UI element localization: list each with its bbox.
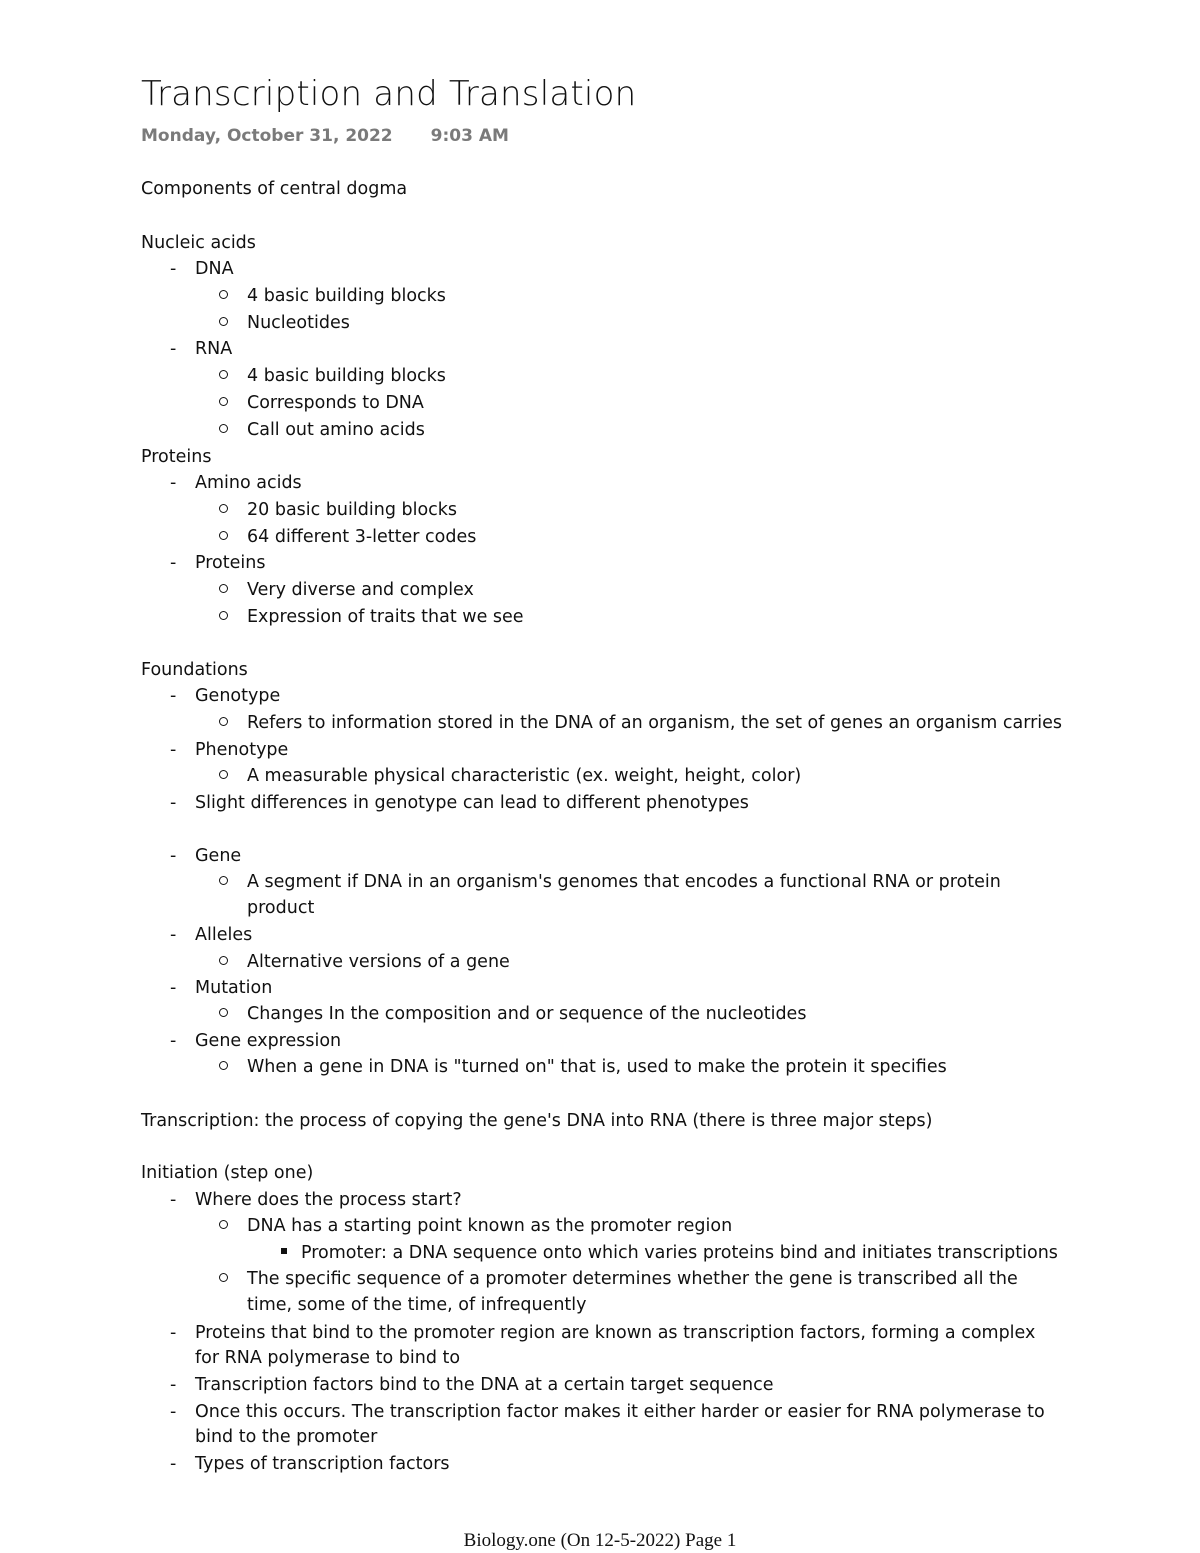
circle-bullet-icon [219, 871, 247, 893]
note-text: Nucleic acids [141, 233, 256, 253]
note-text: Transcription factors bind to the DNA at a certain target sequence [195, 1375, 774, 1395]
dash-bullet-icon: - [170, 553, 177, 573]
circle-bullet-icon [219, 951, 247, 973]
note-text: Foundations [141, 660, 248, 680]
note-line [170, 1453, 450, 1475]
note-line [170, 1030, 341, 1052]
note-line [170, 739, 288, 761]
note-text: Phenotype [195, 740, 289, 760]
note-text: 4 basic building blocks [247, 286, 446, 306]
page-timestamp [141, 126, 509, 146]
note-line [195, 1426, 377, 1448]
note-line [219, 365, 446, 387]
note-line [281, 1242, 1058, 1264]
note-text: Transcription: the process of copying the gene's DNA into RNA (there is three major steps) [141, 1111, 933, 1131]
note-line [170, 792, 749, 814]
dash-bullet-icon: - [170, 1323, 177, 1343]
page-time: 9:03 AM [430, 126, 509, 146]
note-line [219, 606, 524, 628]
note-text: Gene expression [195, 1031, 342, 1051]
note-line [219, 312, 350, 334]
dash-bullet-icon: - [170, 1031, 177, 1051]
circle-bullet-icon [219, 1215, 247, 1237]
page-footer: Biology.one (On 12-5-2022) Page 1 [463, 1530, 737, 1551]
circle-bullet-icon [219, 579, 247, 601]
circle-bullet-icon [219, 606, 247, 628]
note-line [219, 285, 446, 307]
circle-bullet-icon [219, 419, 247, 441]
circle-bullet-icon [219, 1056, 247, 1078]
dash-bullet-icon: - [170, 339, 177, 359]
note-text: Once this occurs. The transcription factor makes it either harder or easier for RNA polymerase to [195, 1402, 1045, 1422]
note-text: Expression of traits that we see [247, 607, 524, 627]
note-line [247, 1294, 587, 1316]
circle-bullet-icon [219, 526, 247, 548]
note-text: Refers to information stored in the DNA of an organism, the set of genes an organism carries [247, 713, 1063, 733]
note-line [170, 338, 232, 360]
dash-bullet-icon: - [170, 740, 177, 760]
note-text: When a gene in DNA is "turned on" that is, used to make the protein it specifies [247, 1057, 947, 1077]
dash-bullet-icon: - [170, 978, 177, 998]
note-text: product [247, 898, 315, 918]
note-text: Changes In the composition and or sequence of the nucleotides [247, 1004, 807, 1024]
note-text: for RNA polymerase to bind to [195, 1348, 461, 1368]
note-text: Amino acids [195, 473, 302, 493]
note-line [219, 579, 474, 601]
note-text: Call out amino acids [247, 420, 425, 440]
dash-bullet-icon: - [170, 1402, 177, 1422]
note-line [195, 1347, 460, 1369]
note-text: Mutation [195, 978, 273, 998]
note-line [170, 1189, 462, 1211]
note-line [141, 1162, 313, 1184]
dash-bullet-icon: - [170, 686, 177, 706]
note-text: Where does the process start? [195, 1190, 462, 1210]
note-line [247, 897, 314, 919]
note-text: DNA [195, 259, 234, 279]
note-line [170, 472, 302, 494]
note-text: Alleles [195, 925, 253, 945]
dash-bullet-icon: - [170, 846, 177, 866]
note-line [219, 392, 424, 414]
note-text: Nucleotides [247, 313, 350, 333]
note-line [219, 765, 801, 787]
note-line [170, 977, 272, 999]
note-text: Gene [195, 846, 242, 866]
note-text: DNA has a starting point known as the promoter region [247, 1216, 733, 1236]
note-text: Proteins [195, 553, 266, 573]
note-text: A segment if DNA in an organism's genomes that encodes a functional RNA or protein [247, 872, 1001, 892]
circle-bullet-icon [219, 499, 247, 521]
note-line [170, 845, 241, 867]
note-text: A measurable physical characteristic (ex. weight, height, color) [247, 766, 802, 786]
note-text: Slight differences in genotype can lead to different phenotypes [195, 793, 749, 813]
note-text: bind to the promoter [195, 1427, 378, 1447]
page-date: Monday, October 31, 2022 [141, 126, 393, 146]
note-text: 4 basic building blocks [247, 366, 446, 386]
note-line [141, 232, 256, 254]
note-line [219, 419, 425, 441]
note-line [219, 1003, 806, 1025]
note-text: time, some of the time, of infrequently [247, 1295, 587, 1315]
note-line [219, 526, 476, 548]
note-text: The specific sequence of a promoter determines whether the gene is transcribed all the [247, 1269, 1018, 1289]
note-line [219, 951, 510, 973]
note-line [219, 499, 457, 521]
note-text: Alternative versions of a gene [247, 952, 510, 972]
note-text: Proteins that bind to the promoter region are known as transcription factors, forming a complex [195, 1323, 1036, 1343]
circle-bullet-icon [219, 365, 247, 387]
note-line [219, 1215, 732, 1237]
note-line [170, 1401, 1045, 1423]
dash-bullet-icon: - [170, 259, 177, 279]
note-text: Initiation (step one) [141, 1163, 314, 1183]
note-text: Very diverse and complex [247, 580, 474, 600]
dash-bullet-icon: - [170, 793, 177, 813]
note-line [219, 1268, 1018, 1290]
note-line [170, 685, 280, 707]
note-line [170, 1322, 1035, 1344]
dash-bullet-icon: - [170, 1190, 177, 1210]
dash-bullet-icon: - [170, 1454, 177, 1474]
dash-bullet-icon: - [170, 925, 177, 945]
square-bullet-icon [281, 1242, 301, 1264]
dash-bullet-icon: - [170, 473, 177, 493]
circle-bullet-icon [219, 765, 247, 787]
circle-bullet-icon [219, 712, 247, 734]
note-line [219, 1056, 947, 1078]
note-text: Components of central dogma [141, 179, 408, 199]
circle-bullet-icon [219, 1003, 247, 1025]
note-text: 20 basic building blocks [247, 500, 458, 520]
note-line [141, 659, 248, 681]
note-line [219, 871, 1001, 893]
note-text: Types of transcription factors [195, 1454, 450, 1474]
circle-bullet-icon [219, 1268, 247, 1290]
note-line [219, 712, 1062, 734]
note-line [141, 446, 211, 468]
circle-bullet-icon [219, 285, 247, 307]
note-text: Genotype [195, 686, 281, 706]
note-line [141, 1110, 932, 1132]
note-text: RNA [195, 339, 233, 359]
page-title: Transcription and Translation [141, 74, 637, 114]
note-line [170, 552, 265, 574]
note-line [170, 924, 252, 946]
note-text: Proteins [141, 447, 212, 467]
note-text: 64 different 3-letter codes [247, 527, 477, 547]
note-line [170, 258, 234, 280]
note-text: Promoter: a DNA sequence onto which varies proteins bind and initiates transcriptions [301, 1243, 1058, 1263]
note-text: Corresponds to DNA [247, 393, 424, 413]
circle-bullet-icon [219, 392, 247, 414]
dash-bullet-icon: - [170, 1375, 177, 1395]
circle-bullet-icon [219, 312, 247, 334]
note-line [170, 1374, 774, 1396]
note-line [141, 178, 407, 200]
